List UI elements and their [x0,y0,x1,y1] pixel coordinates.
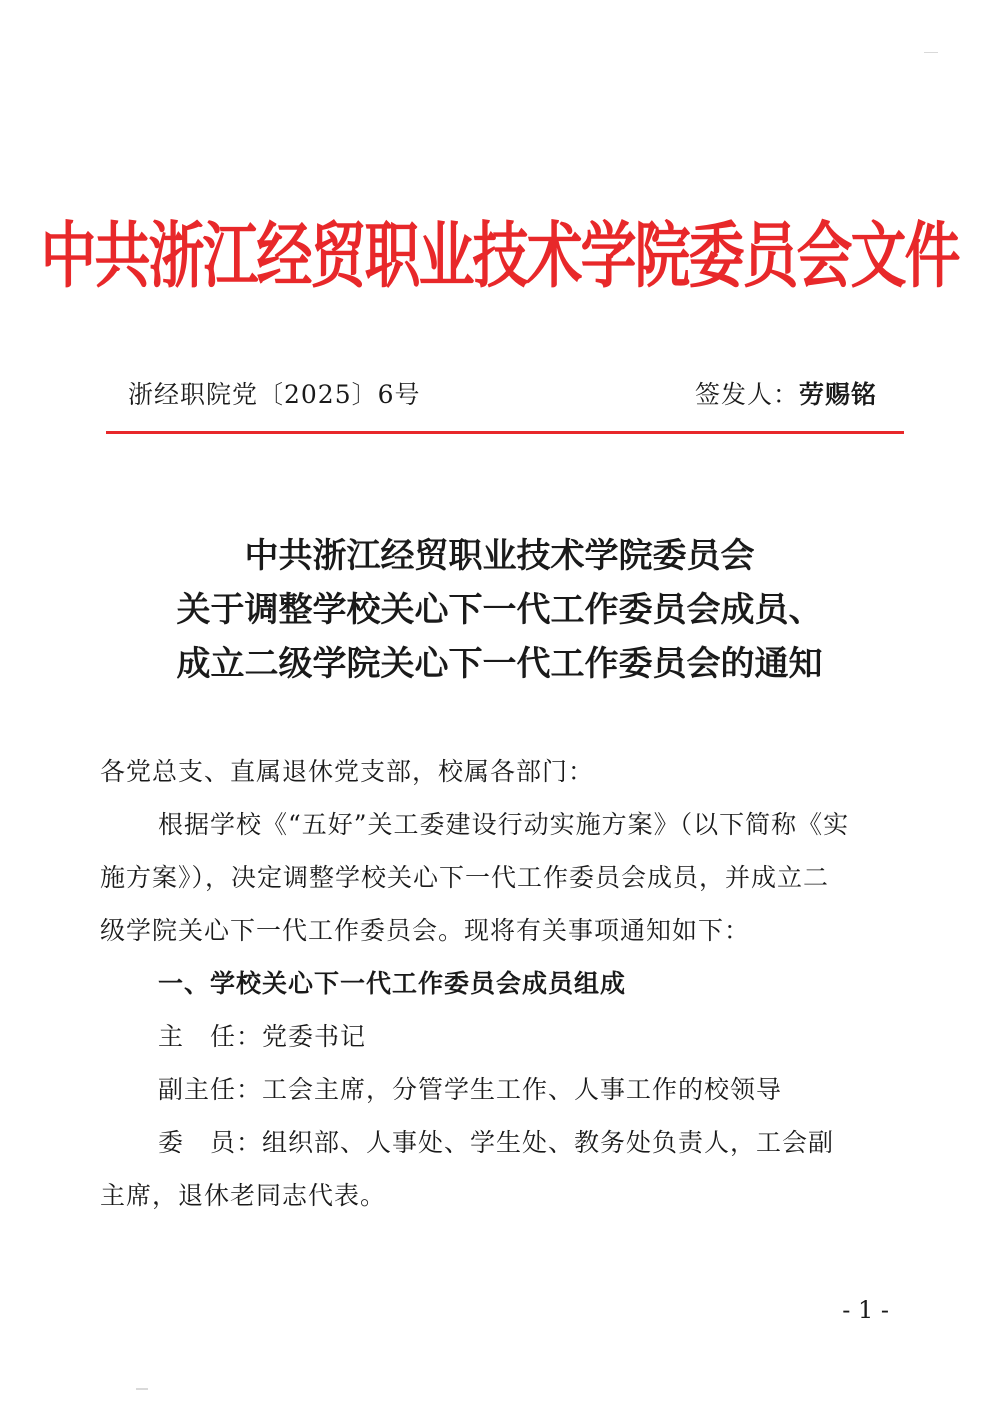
title-line-1: 中共浙江经贸职业技术学院委员会 [244,536,755,576]
title-line-2: 关于调整学校关心下一代工作委员会成员、 [176,590,823,630]
paragraph-1-line-2: 施方案》），决定调整学校关心下一代工作委员会成员，并成立二 [100,863,830,892]
red-separator-line [106,431,904,434]
director-line: 主 任：党委书记 [158,1022,367,1051]
document-number: 浙经职院党〔2025〕6号 [128,380,421,409]
title-line-3: 成立二级学院关心下一代工作委员会的通知 [176,644,823,684]
issuer-label: 签发人： [694,380,799,409]
issuer [695,375,877,411]
issuer-name: 劳赐铭 [798,380,877,409]
document-masthead: 中共浙江经贸职业技术学院委员会文件 [40,215,959,299]
paragraph-1-line-3: 级学院关心下一代工作委员会。现将有关事项通知如下： [100,916,751,945]
section-1-heading: 一、学校关心下一代工作委员会成员组成 [158,969,627,998]
page-number: - 1 - [842,1296,889,1324]
scan-artifact [924,52,938,53]
members-line-2: 主席，退休老同志代表。 [100,1181,387,1210]
paragraph-1-line-1: 根据学校《“五好”关工委建设行动实施方案》（以下简称《实 [158,810,850,839]
salutation: 各党总支、直属退休党支部，校属各部门： [100,757,595,786]
scan-artifact [136,1388,148,1390]
deputy-director-line: 副主任：工会主席，分管学生工作、人事工作的校领导 [158,1075,783,1104]
members-line-1: 委 员：组织部、人事处、学生处、教务处负责人，工会副 [158,1128,835,1157]
